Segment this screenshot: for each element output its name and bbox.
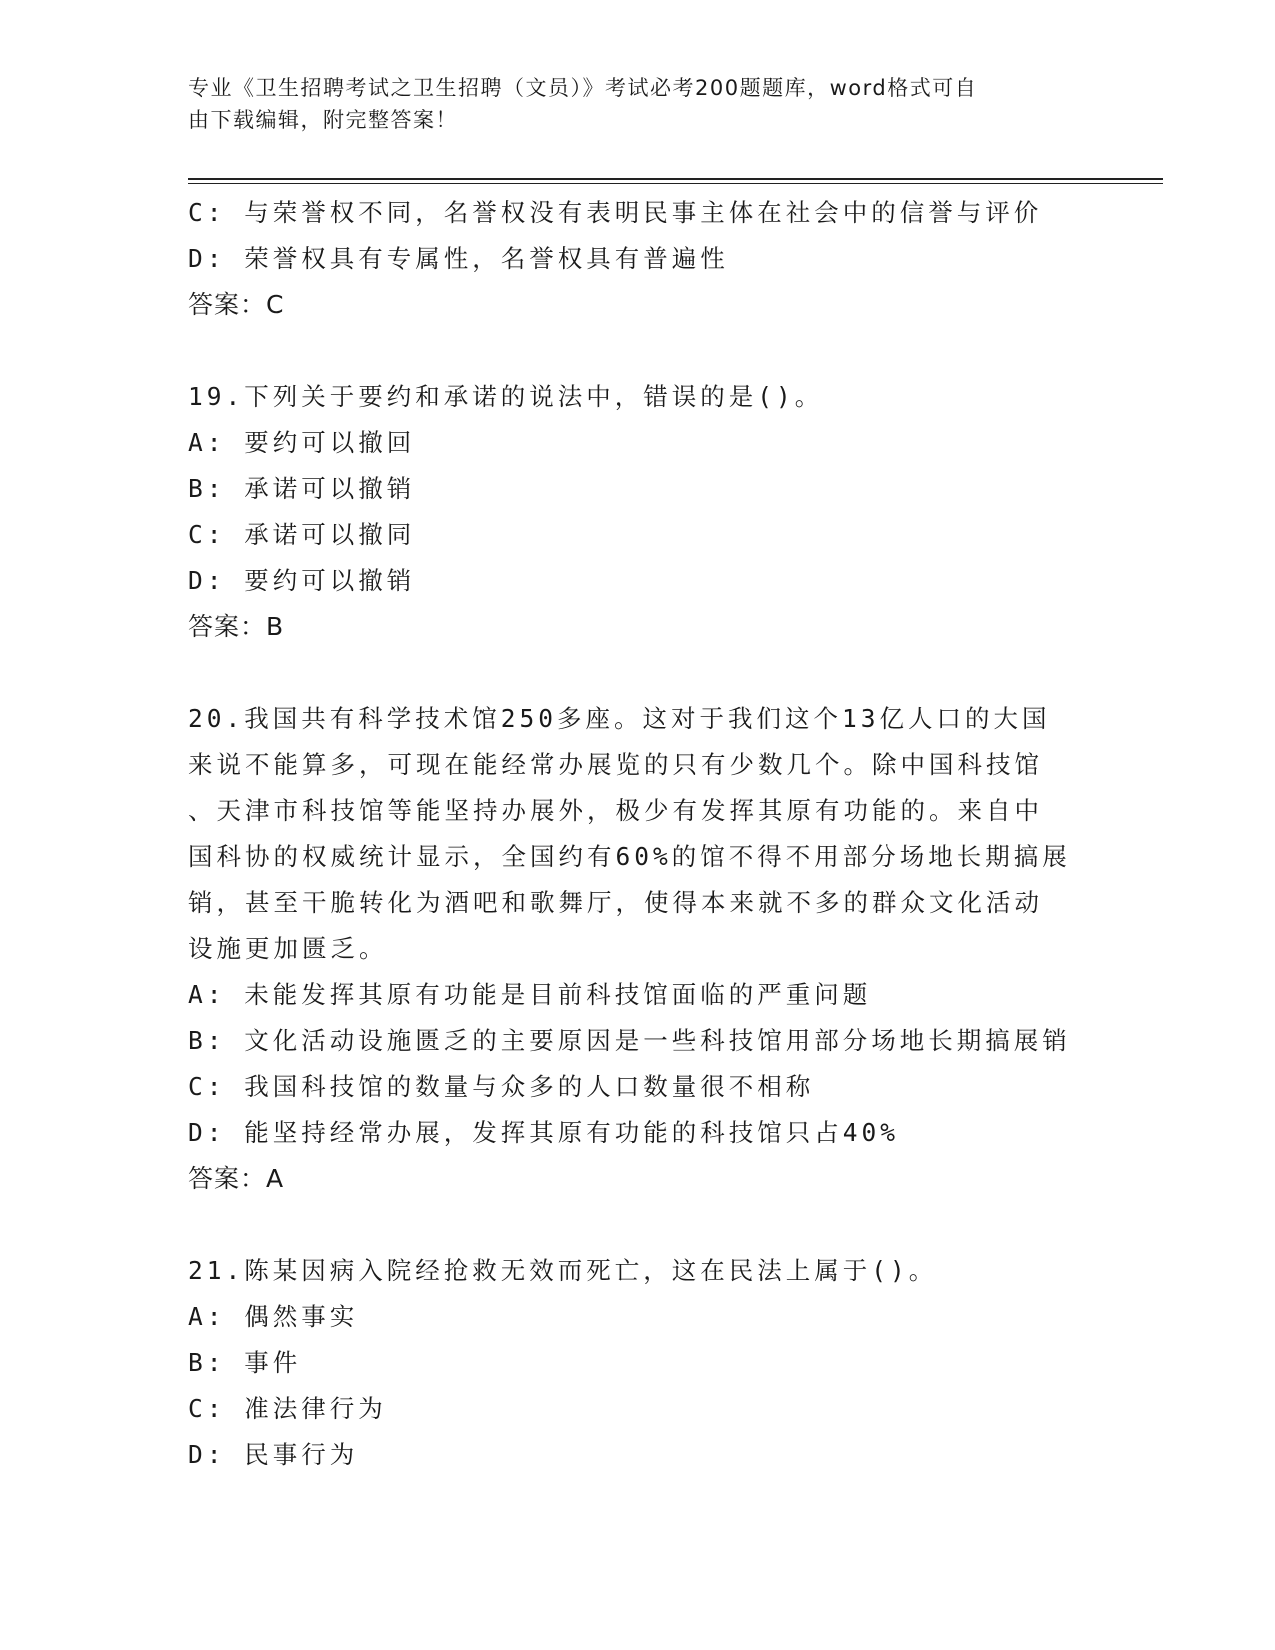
question-line: 21.陈某因病入院经抢救无效而死亡，这在民法上属于()。 bbox=[188, 1256, 938, 1285]
option-line: C: 准法律行为 bbox=[188, 1394, 387, 1423]
option-line: C: 与荣誉权不同，名誉权没有表明民事主体在社会中的信誉与评价 bbox=[188, 198, 1043, 227]
option-line: D: 荣誉权具有专属性，名誉权具有普遍性 bbox=[188, 244, 729, 273]
option-line: A: 偶然事实 bbox=[188, 1302, 359, 1331]
answer-line: 答案：B bbox=[188, 612, 285, 641]
document-header bbox=[188, 72, 1088, 136]
answer-line: 答案：C bbox=[188, 290, 285, 319]
question-line: 20.我国共有科学技术馆250多座。这对于我们这个13亿人口的大国 bbox=[188, 704, 1051, 733]
option-line: B: 事件 bbox=[188, 1348, 302, 1377]
answer-line: 答案：A bbox=[188, 1164, 285, 1193]
option-line: C: 我国科技馆的数量与众多的人口数量很不相称 bbox=[188, 1072, 815, 1101]
document-body bbox=[188, 190, 1088, 1478]
option-line: B: 承诺可以撤销 bbox=[188, 474, 416, 503]
question-line: 19.下列关于要约和承诺的说法中，错误的是()。 bbox=[188, 382, 824, 411]
question-line: 来说不能算多，可现在能经常办展览的只有少数几个。除中国科技馆 bbox=[188, 750, 1043, 779]
spacer bbox=[188, 328, 1088, 374]
spacer bbox=[188, 650, 1088, 696]
header-rule-thick bbox=[188, 178, 1163, 180]
header-line-1: 专业《卫生招聘考试之卫生招聘（文员）》考试必考200题题库，word格式可自 bbox=[188, 76, 978, 100]
option-line: B: 文化活动设施匮乏的主要原因是一些科技馆用部分场地长期搞展销 bbox=[188, 1026, 1071, 1055]
spacer bbox=[188, 1202, 1088, 1248]
option-line: D: 民事行为 bbox=[188, 1440, 359, 1469]
option-line: D: 要约可以撤销 bbox=[188, 566, 416, 595]
option-line: A: 要约可以撤回 bbox=[188, 428, 416, 457]
question-line: 、天津市科技馆等能坚持办展外，极少有发挥其原有功能的。来自中 bbox=[188, 796, 1043, 825]
question-line: 销，甚至干脆转化为酒吧和歌舞厅，使得本来就不多的群众文化活动 bbox=[188, 888, 1043, 917]
header-rule-thin bbox=[188, 183, 1163, 184]
option-line: A: 未能发挥其原有功能是目前科技馆面临的严重问题 bbox=[188, 980, 872, 1009]
header-line-2: 由下载编辑，附完整答案！ bbox=[188, 108, 458, 132]
question-line: 国科协的权威统计显示，全国约有60%的馆不得不用部分场地长期搞展 bbox=[188, 842, 1071, 871]
option-line: D: 能坚持经常办展，发挥其原有功能的科技馆只占40% bbox=[188, 1118, 899, 1147]
question-line: 设施更加匮乏。 bbox=[188, 934, 388, 963]
option-line: C: 承诺可以撤同 bbox=[188, 520, 416, 549]
